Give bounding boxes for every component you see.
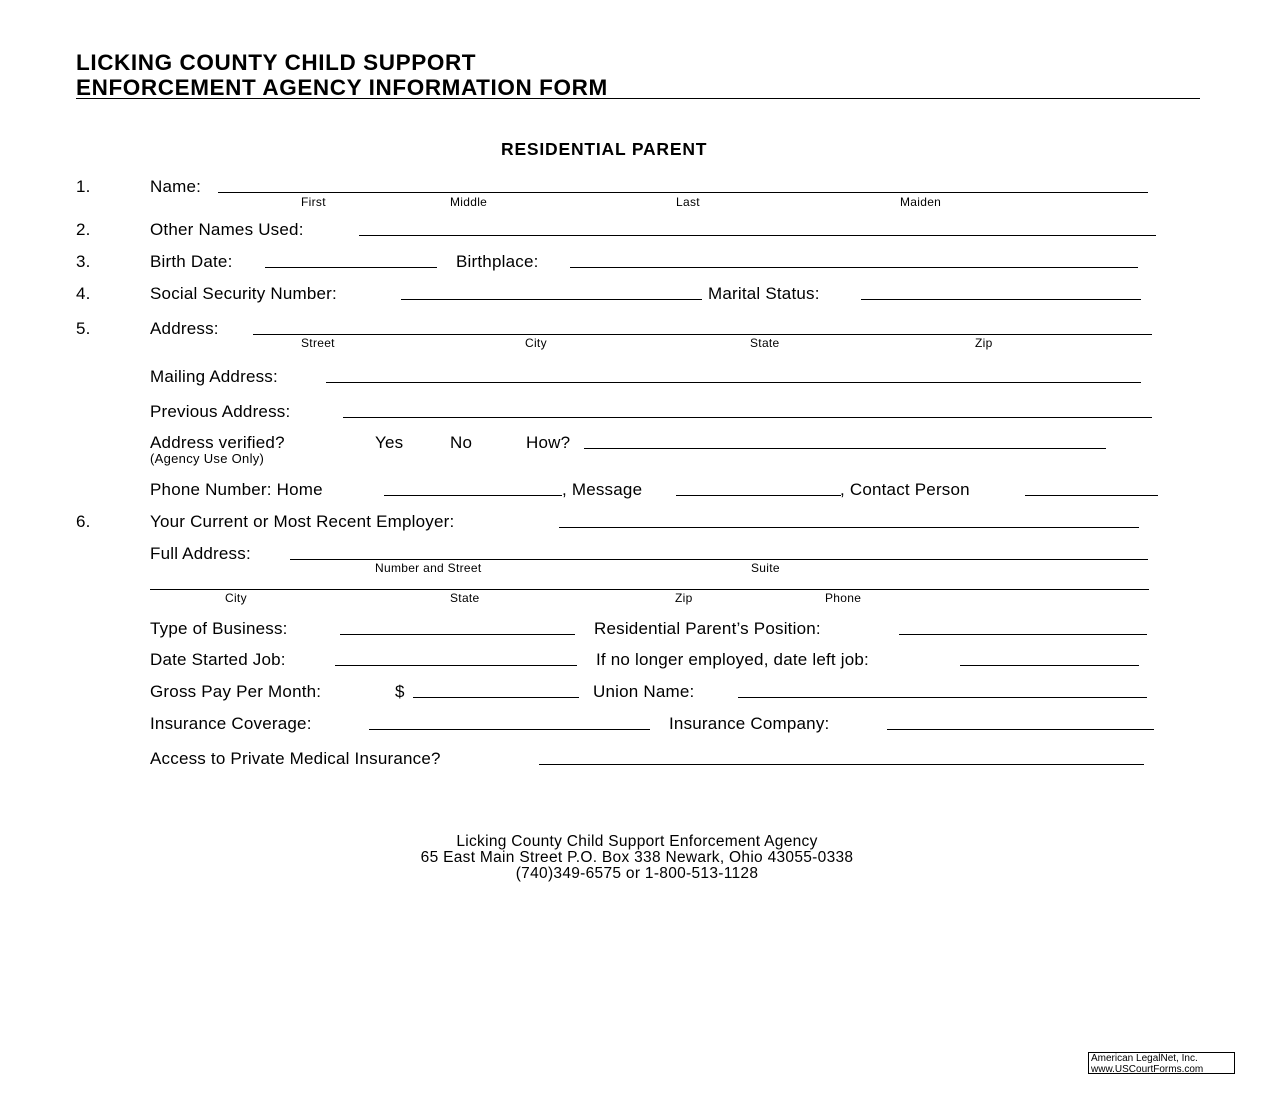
item-number-2: 2.	[76, 220, 91, 239]
insurance-company-label: Insurance Company:	[669, 714, 830, 733]
full-address-sub-suite: Suite	[751, 561, 780, 575]
full-address-sub-number-street: Number and Street	[375, 561, 482, 575]
previous-address-field[interactable]	[343, 417, 1152, 418]
address-field[interactable]	[253, 334, 1152, 335]
header-rule	[76, 98, 1200, 99]
address-sub-city: City	[525, 336, 547, 350]
union-name-label: Union Name:	[593, 682, 695, 701]
address-sub-zip: Zip	[975, 336, 993, 350]
other-names-field[interactable]	[359, 235, 1156, 236]
item-number-3: 3.	[76, 252, 91, 271]
business-type-label: Type of Business:	[150, 619, 288, 638]
footer-phone: (740)349-6575 or 1-800-513-1128	[515, 865, 759, 882]
phone-message-field[interactable]	[676, 495, 841, 496]
phone-home-field[interactable]	[384, 495, 562, 496]
phone-home-label: Phone Number: Home	[150, 480, 323, 499]
marital-status-label: Marital Status:	[708, 284, 820, 303]
date-started-field[interactable]	[335, 665, 577, 666]
address-label: Address:	[150, 319, 219, 338]
full-address-city-field[interactable]	[150, 589, 1149, 590]
employer-field[interactable]	[559, 527, 1139, 528]
name-sub-first: First	[301, 195, 326, 209]
birthplace-label: Birthplace:	[456, 252, 539, 271]
how-label: How?	[526, 433, 571, 452]
medical-insurance-field[interactable]	[539, 764, 1144, 765]
union-name-field[interactable]	[738, 697, 1147, 698]
name-label: Name:	[150, 177, 202, 196]
section-heading: RESIDENTIAL PARENT	[501, 139, 708, 159]
address-verified-label: Address verified?	[150, 433, 285, 452]
agency-use-note: (Agency Use Only)	[150, 451, 265, 466]
insurance-coverage-label: Insurance Coverage:	[150, 714, 312, 733]
name-sub-maiden: Maiden	[900, 195, 942, 209]
full-address-street-field[interactable]	[290, 559, 1148, 560]
ssn-field[interactable]	[401, 299, 702, 300]
address-sub-street: Street	[301, 336, 335, 350]
verified-yes-option[interactable]: Yes	[375, 433, 404, 452]
badge-line-2: www.USCourtForms.com	[1091, 1063, 1204, 1075]
full-address-sub-state: State	[450, 591, 480, 605]
birth-date-label: Birth Date:	[150, 252, 233, 271]
mailing-address-field[interactable]	[326, 382, 1141, 383]
item-number-1: 1.	[76, 177, 91, 196]
business-type-field[interactable]	[340, 634, 575, 635]
insurance-coverage-field[interactable]	[369, 729, 650, 730]
name-sub-last: Last	[676, 195, 700, 209]
badge-line-1: American LegalNet, Inc.	[1091, 1053, 1198, 1064]
mailing-address-label: Mailing Address:	[150, 367, 278, 386]
gross-pay-label: Gross Pay Per Month:	[150, 682, 322, 701]
gross-pay-field[interactable]	[413, 697, 579, 698]
full-address-sub-zip: Zip	[675, 591, 693, 605]
name-field[interactable]	[218, 192, 1148, 193]
full-address-label: Full Address:	[150, 544, 251, 563]
birthplace-field[interactable]	[570, 267, 1138, 268]
phone-message-label: , Message	[562, 480, 643, 499]
other-names-label: Other Names Used:	[150, 220, 304, 239]
ssn-label: Social Security Number:	[150, 284, 337, 303]
footer-address: 65 East Main Street P.O. Box 338 Newark, Ohio 43055-0338	[420, 849, 854, 866]
verified-no-option[interactable]: No	[450, 433, 473, 452]
item-number-6: 6.	[76, 512, 91, 531]
insurance-company-field[interactable]	[887, 729, 1154, 730]
parent-position-label: Residential Parent’s Position:	[594, 619, 821, 638]
address-sub-state: State	[750, 336, 780, 350]
item-number-4: 4.	[76, 284, 91, 303]
marital-status-field[interactable]	[861, 299, 1141, 300]
parent-position-field[interactable]	[899, 634, 1147, 635]
date-left-label: If no longer employed, date left job:	[596, 650, 869, 669]
employer-label: Your Current or Most Recent Employer:	[150, 512, 455, 531]
footer-agency-name: Licking County Child Support Enforcement Agency	[456, 833, 818, 850]
date-started-label: Date Started Job:	[150, 650, 286, 669]
previous-address-label: Previous Address:	[150, 402, 291, 421]
full-address-sub-city: City	[225, 591, 247, 605]
contact-person-field[interactable]	[1025, 495, 1158, 496]
currency-symbol: $	[395, 682, 405, 701]
item-number-5: 5.	[76, 319, 91, 338]
full-address-sub-phone: Phone	[825, 591, 862, 605]
date-left-field[interactable]	[960, 665, 1139, 666]
medical-insurance-label: Access to Private Medical Insurance?	[150, 749, 441, 768]
name-sub-middle: Middle	[450, 195, 488, 209]
publisher-badge	[1088, 1052, 1235, 1074]
contact-person-label: , Contact Person	[840, 480, 970, 499]
birth-date-field[interactable]	[265, 267, 437, 268]
form-title-line-2: ENFORCEMENT AGENCY INFORMATION FORM	[76, 75, 608, 100]
how-field[interactable]	[584, 448, 1106, 449]
form-title-line-1: LICKING COUNTY CHILD SUPPORT	[76, 50, 477, 75]
